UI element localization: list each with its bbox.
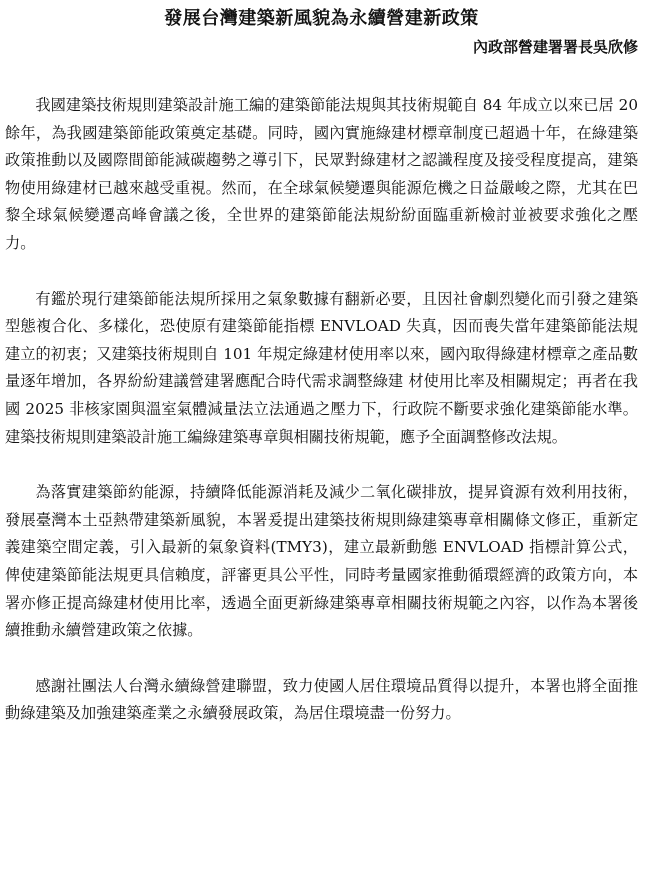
- document-author: 內政部營建署署長吳欣修: [472, 38, 638, 56]
- paragraph-3: 為落實建築節約能源，持續降低能源消耗及減少二氧化碳排放，提昇資源有效利用技術，發展臺灣本土亞熱帶建築新風貌，本署爰提出建築技術規則綠建築專章相關條文修正，重新定義建築空間定義，引入最新的氣象資料(TMY3)，建立最新動態 ENVLOAD 指標計算公式，俾使建築節能法規更具信賴度，評審更具公平性，同時考量國家推動循環經濟的政策方向，本署亦修正提高綠建材使用比率，透過全面更新綠建築專章相關技術規範之內容，以作為本署後續推動永續營建政策之依據。: [5, 483, 638, 640]
- paragraph-2: 有鑑於現行建築節能法規所採用之氣象數據有翻新必要，且因社會劇烈變化而引發之建築型態複合化、多樣化，恐使原有建築節能指標 ENVLOAD 失真，因而喪失當年建築節能法規建立的初衷；又建築技術規則自 101 年規定綠建材使用率以來，國內取得綠建材標章之產品數量逐年增加，各界紛紛建議營建署應配合時代需求調整綠建 材使用比率及相關規定；再者在我國 2025 非核家園與溫室氣體減量法立法通過之壓力下，行政院不斷要求強化建築節能水準。建築技術規則建築設計施工編綠建築專章與相關技術規範，應予全面調整修改法規。: [5, 289, 638, 446]
- paragraph-4: 感謝社團法人台灣永續綠營建聯盟，致力使國人居住環境品質得以提升，本署也將全面推動綠建築及加強建築產業之永續發展政策，為居住環境盡一份努力。: [5, 676, 638, 723]
- paragraph-1: 我國建築技術規則建築設計施工編的建築節能法規與其技術規範自 84 年成立以來已居 20 餘年，為我國建築節能政策奠定基礎。同時，國內實施綠建材標章制度已超過十年，在綠建築政策推動以及國際間節能減碳趨勢之導引下，民眾對綠建材之認識程度及接受程度提高，建築物使用綠建材已越來越受重視。然而，在全球氣候變遷與能源危機之日益嚴峻之際，尤其在巴黎全球氣候變遷高峰會議之後，全世界的建築節能法規紛紛面臨重新檢討並被要求強化之壓力。: [5, 96, 638, 252]
- document-title: 發展台灣建築新風貌為永續營建新政策: [164, 8, 479, 29]
- document-body: [5, 92, 638, 728]
